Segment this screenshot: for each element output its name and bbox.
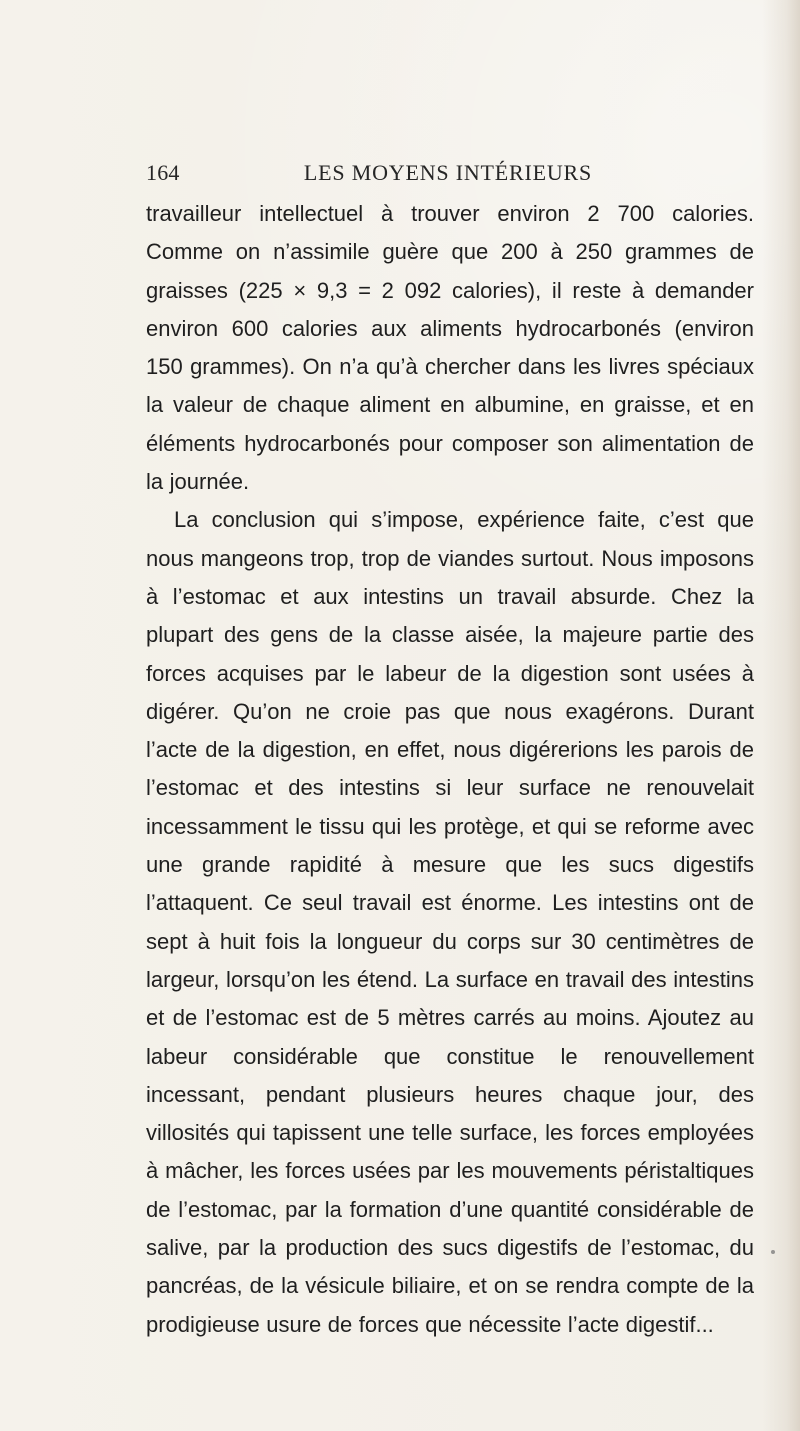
page-header: [146, 160, 750, 190]
paper-speck: [771, 1250, 775, 1254]
paragraph-2: La conclusion qui s’impose, expérience faite, c’est que nous mangeons trop, trop de viandes surtout. Nous imposons à l’estomac et aux intestins un travail absurde. Chez la plupart des gens de la classe aisée, la majeure partie des forces acquises par le labeur de la digestion sont usées à digérer. Qu’on ne croie pas que nous exagérons. Durant l’acte de la digestion, en effet, nous digérerions les parois de l’estomac et des intestins si leur surface ne renouvelait incessamment le tissu qui les protège, et qui se reforme avec une grande rapidité à mesure que les sucs digestifs l’attaquent. Ce seul travail est énorme. Les intestins ont de sept à huit fois la longueur du corps sur 30 centimètres de largeur, lorsqu’on les étend. La surface en travail des intestins et de l’estomac est de 5 mètres carrés au moins. Ajoutez au labeur considérable que constitue le renouvellement incessant, pendant plusieurs heures chaque jour, des villosités qui tapissent une telle surface, les forces employées à mâcher, les forces usées par les mouvements péristaltiques de l’estomac, par la formation d’une quantité considérable de salive, par la production des sucs digestifs de l’estomac, du pancréas, de la vésicule biliaire, et on se rendra compte de la prodigieuse usure de forces que nécessite l’acte digestif...: [146, 507, 754, 1337]
page-body: [146, 195, 754, 1344]
paragraph-1: travailleur intellectuel à trouver environ 2 700 calories. Comme on n’assimile guère que 200 à 250 grammes de graisses (225 × 9,3 = 2 092 calories), il reste à demander environ 600 calories aux aliments hydrocarbonés (environ 150 grammes). On n’a qu’à chercher dans les livres spéciaux la valeur de chaque aliment en albumine, en graisse, et en éléments hydrocarbonés pour composer son alimentation de la journée.: [146, 201, 754, 495]
running-title: LES MOYENS INTÉRIEURS: [303, 160, 593, 185]
page-edge-shadow: [762, 0, 800, 1431]
page-number: 164: [146, 160, 180, 185]
